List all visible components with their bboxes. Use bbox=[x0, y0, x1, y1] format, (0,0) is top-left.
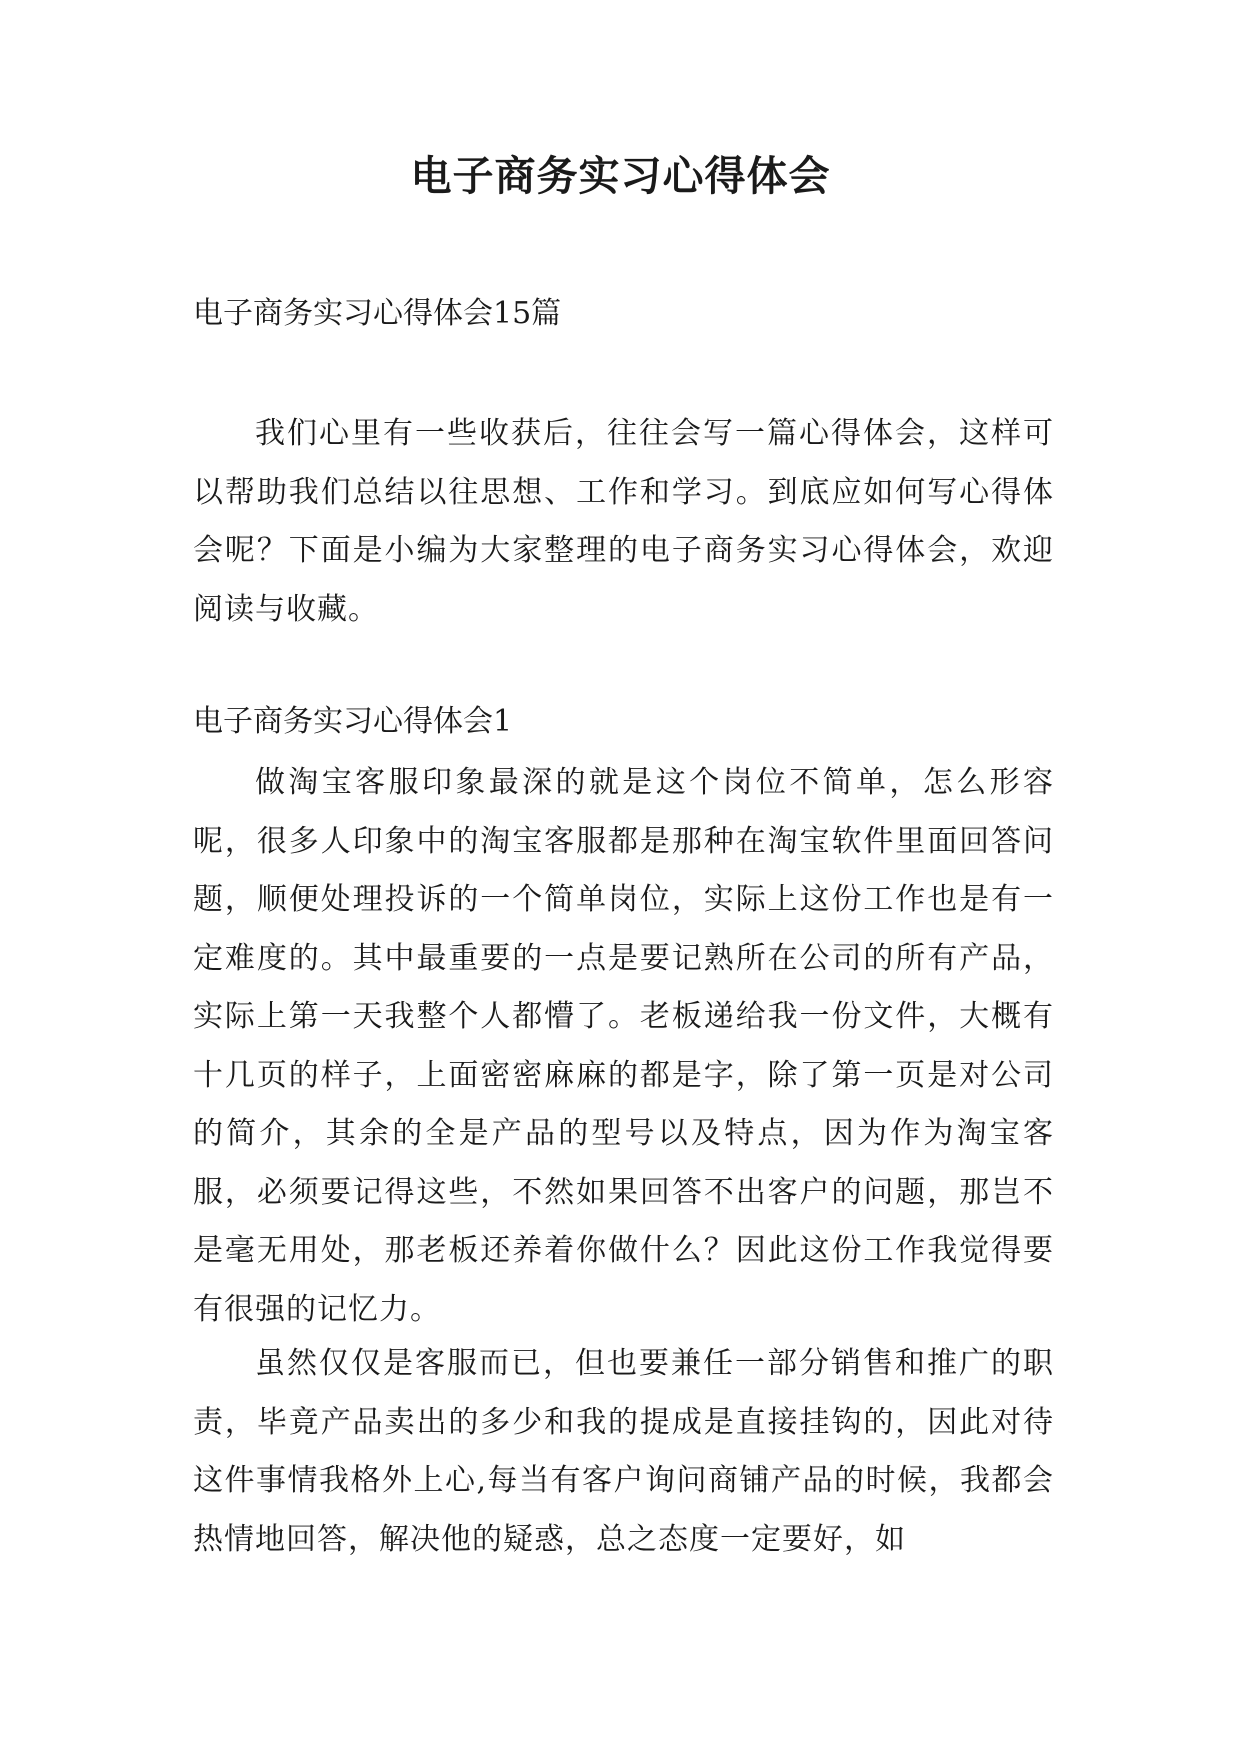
body-paragraph: 虽然仅仅是客服而已，但也要兼任一部分销售和推广的职责，毕竟产品卖出的多少和我的提成是直接挂钩的，因此对待这件事情我格外上心,每当有客户询问商铺产品的时候，我都会热情地回答，解决他的疑惑，总之态度一定要好，如 bbox=[193, 1346, 1054, 1557]
document-subtitle: 电子商务实习心得体会15篇 bbox=[193, 296, 562, 331]
body-paragraph: 做淘宝客服印象最深的就是这个岗位不简单，怎么形容呢，很多人印象中的淘宝客服都是那种在淘宝软件里面回答问题，顺便处理投诉的一个简单岗位，实际上这份工作也是有一定难度的。其中最重要的一点是要记熟所在公司的所有产品，实际上第一天我整个人都懵了。老板递给我一份文件，大概有十几页的样子，上面密密麻麻的都是字，除了第一页是对公司的简介，其余的全是产品的型号以及特点，因为作为淘宝客服，必须要记得这些，不然如果回答不出客户的问题，那岂不是毫无用处，那老板还养着你做什么？因此这份工作我觉得要有很强的记忆力。 bbox=[193, 765, 1054, 1327]
document-title: 电子商务实习心得体会 bbox=[410, 152, 831, 200]
intro-paragraph: 我们心里有一些收获后，往往会写一篇心得体会，这样可以帮助我们总结以往思想、工作和学习。到底应如何写心得体会呢？下面是小编为大家整理的电子商务实习心得体会，欢迎阅读与收藏。 bbox=[193, 416, 1054, 627]
section-heading: 电子商务实习心得体会1 bbox=[193, 704, 513, 739]
